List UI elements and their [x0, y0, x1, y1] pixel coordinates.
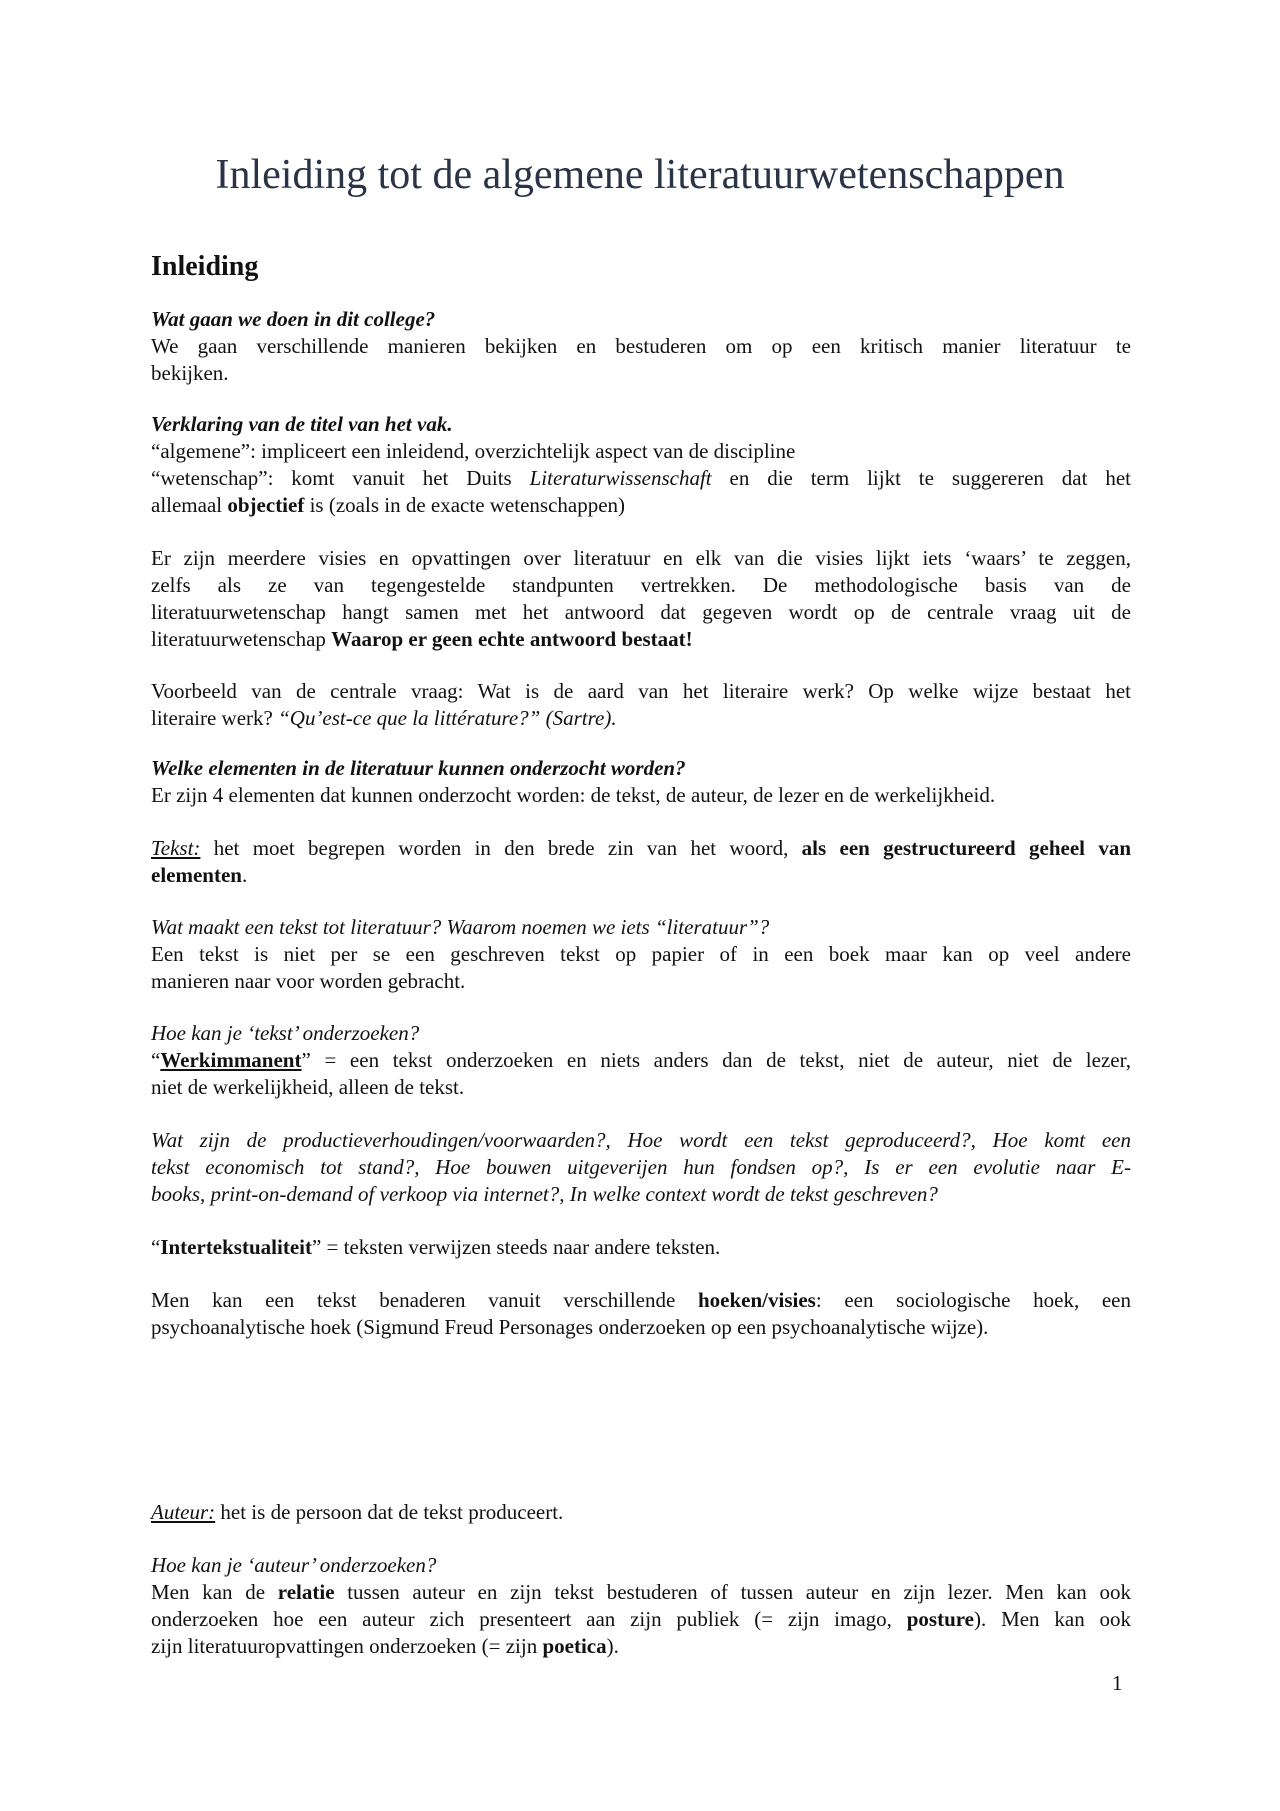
text-run: onderzoeken hoe een auteur zich presenteert aan zijn publiek (= zijn imago, [151, 1607, 907, 1631]
page-number: 1 [1112, 1671, 1123, 1695]
paragraph-line [151, 862, 1131, 889]
text-run: : een sociologische hoek, een [815, 1288, 1131, 1312]
bold-term: hoeken/visies [697, 1288, 816, 1312]
bold-term: posture [906, 1607, 975, 1631]
text-run: literaire werk? [151, 706, 279, 730]
paragraph-line [151, 626, 1131, 653]
text-run: zijn literatuuropvattingen onderzoeken (= zijn [151, 1634, 543, 1658]
paragraph-line [151, 1047, 1131, 1074]
text-run: “ [151, 1235, 161, 1259]
paragraph-line: literatuurwetenschap hangt samen met het antwoord dat gegeven wordt op de centrale vraag uit de [151, 600, 1131, 624]
paragraph-line: We gaan verschillende manieren bekijken en bestuderen om op een kritisch manier literatuur te [151, 334, 1131, 358]
bold-term: relatie [277, 1580, 335, 1604]
paragraph-production-questions [151, 1127, 1131, 1208]
question-heading: Wat gaan we doen in dit college? [151, 307, 436, 331]
paragraph-line: Een tekst is niet per se een geschreven tekst op papier of in een boek maar kan op veel andere [151, 942, 1131, 966]
paragraph-college [151, 306, 1131, 387]
text-run: het moet begrepen worden in den brede zin van het woord, [200, 836, 802, 860]
text-run: literatuurwetenschap [151, 627, 332, 651]
text-run: ). [606, 1634, 619, 1658]
paragraph-line [151, 1234, 1131, 1261]
paragraph-line [151, 1606, 1131, 1633]
paragraph-title-explanation [151, 411, 1131, 519]
text-run: en die term lijkt te suggereren dat het [711, 466, 1131, 490]
paragraph-line: tekst economisch tot stand?, Hoe bouwen uitgeverijen hun fondsen op?, Is er een evolutie naar E- [151, 1155, 1131, 1179]
question-heading: Verklaring van de titel van het vak. [151, 412, 453, 436]
paragraph-elements [151, 755, 1131, 809]
text-run: “wetenschap”: komt vanuit het Duits [151, 466, 530, 490]
paragraph-line [151, 492, 1131, 519]
text-run: ” = een tekst onderzoeken en niets anders dan de tekst, niet de auteur, niet de lezer, [301, 1048, 1131, 1072]
paragraph-line: bekijken. [151, 361, 229, 385]
paragraph-line [151, 465, 1131, 492]
paragraph-line [151, 835, 1131, 862]
question-heading: Wat maakt een tekst tot literatuur? Waarom noemen we iets “literatuur”? [151, 915, 770, 939]
paragraph-line: “algemene”: impliceert een inleidend, overzichtelijk aspect van de discipline [151, 439, 796, 463]
text-run: ). Men kan ook [974, 1607, 1132, 1631]
paragraph-line: Wat zijn de productieverhoudingen/voorwaarden?, Hoe wordt een tekst geproduceerd?, Hoe komt een [151, 1128, 1131, 1152]
paragraph-visions [151, 545, 1131, 653]
section-heading: Inleiding [151, 251, 259, 282]
text-run: allemaal [151, 493, 228, 517]
document-title: Inleiding tot de algemene literatuurwetenschappen [215, 152, 1065, 198]
bold-term: poetica [542, 1634, 607, 1658]
bold-term: objectief [227, 493, 305, 517]
paragraph-line: books, print-on-demand of verkoop via internet?, In welke context wordt de tekst geschreven? [151, 1182, 938, 1206]
underlined-label: Tekst: [151, 836, 201, 860]
paragraph-line: Voorbeeld van de centrale vraag: Wat is de aard van het literaire werk? Op welke wijze bestaat het [151, 679, 1131, 703]
paragraph-line [151, 1287, 1131, 1314]
underlined-label: Auteur: [151, 1500, 216, 1524]
paragraph-line: Er zijn 4 elementen dat kunnen onderzocht worden: de tekst, de auteur, de lezer en de werkelijkheid. [151, 783, 996, 807]
paragraph-line [151, 1579, 1131, 1606]
text-run: Men kan de [151, 1580, 278, 1604]
paragraph-what-is-literature [151, 914, 1131, 995]
bold-statement: Waarop er geen echte antwoord bestaat! [331, 627, 693, 651]
question-heading: Hoe kan je ‘tekst’ onderzoeken? [151, 1021, 420, 1045]
paragraph-tekst [151, 835, 1131, 889]
paragraph-line: niet de werkelijkheid, alleen de tekst. [151, 1075, 465, 1099]
text-run: . [241, 863, 248, 887]
text-run: “ [151, 1048, 161, 1072]
bold-term: Intertekstualiteit [160, 1235, 312, 1259]
paragraph-line [151, 1633, 1131, 1660]
italic-quote: “Qu’est-ce que la littérature?” (Sartre). [278, 706, 617, 730]
bold-underlined-term: Werkimmanent [160, 1048, 302, 1072]
paragraph-approaches [151, 1287, 1131, 1341]
paragraph-line: psychoanalytische hoek (Sigmund Freud Personages onderzoeken op een psychoanalytische wijze). [151, 1315, 989, 1339]
text-run: is (zoals in de exacte wetenschappen) [304, 493, 626, 517]
text-run: ” = teksten verwijzen steeds naar andere teksten. [311, 1235, 721, 1259]
text-run: het is de persoon dat de tekst produceert. [215, 1500, 564, 1524]
paragraph-central-question [151, 678, 1131, 732]
paragraph-auteur [151, 1499, 1131, 1526]
question-heading: Welke elementen in de literatuur kunnen onderzocht worden? [151, 756, 686, 780]
paragraph-line [151, 1499, 1131, 1526]
text-run: tussen auteur en zijn tekst bestuderen of tussen auteur en zijn lezer. Men kan ook [334, 1580, 1132, 1604]
text-run: Men kan een tekst benaderen vanuit verschillende [151, 1288, 698, 1312]
paragraph-research-author [151, 1552, 1131, 1660]
paragraph-research-text [151, 1020, 1131, 1101]
paragraph-intertextuality [151, 1234, 1131, 1261]
paragraph-line [151, 705, 1131, 732]
bold-definition: elementen [151, 863, 242, 887]
paragraph-line: manieren naar voor worden gebracht. [151, 969, 466, 993]
italic-term: Literaturwissenschaft [529, 466, 712, 490]
bold-definition: als een gestructureerd geheel van [801, 836, 1131, 860]
paragraph-line: Er zijn meerdere visies en opvattingen over literatuur en elk van die visies lijkt iets ‘waars’ te zeggen, [151, 546, 1131, 570]
paragraph-line: zelfs als ze van tegengestelde standpunten vertrekken. De methodologische basis van de [151, 573, 1131, 597]
question-heading: Hoe kan je ‘auteur’ onderzoeken? [151, 1553, 437, 1577]
